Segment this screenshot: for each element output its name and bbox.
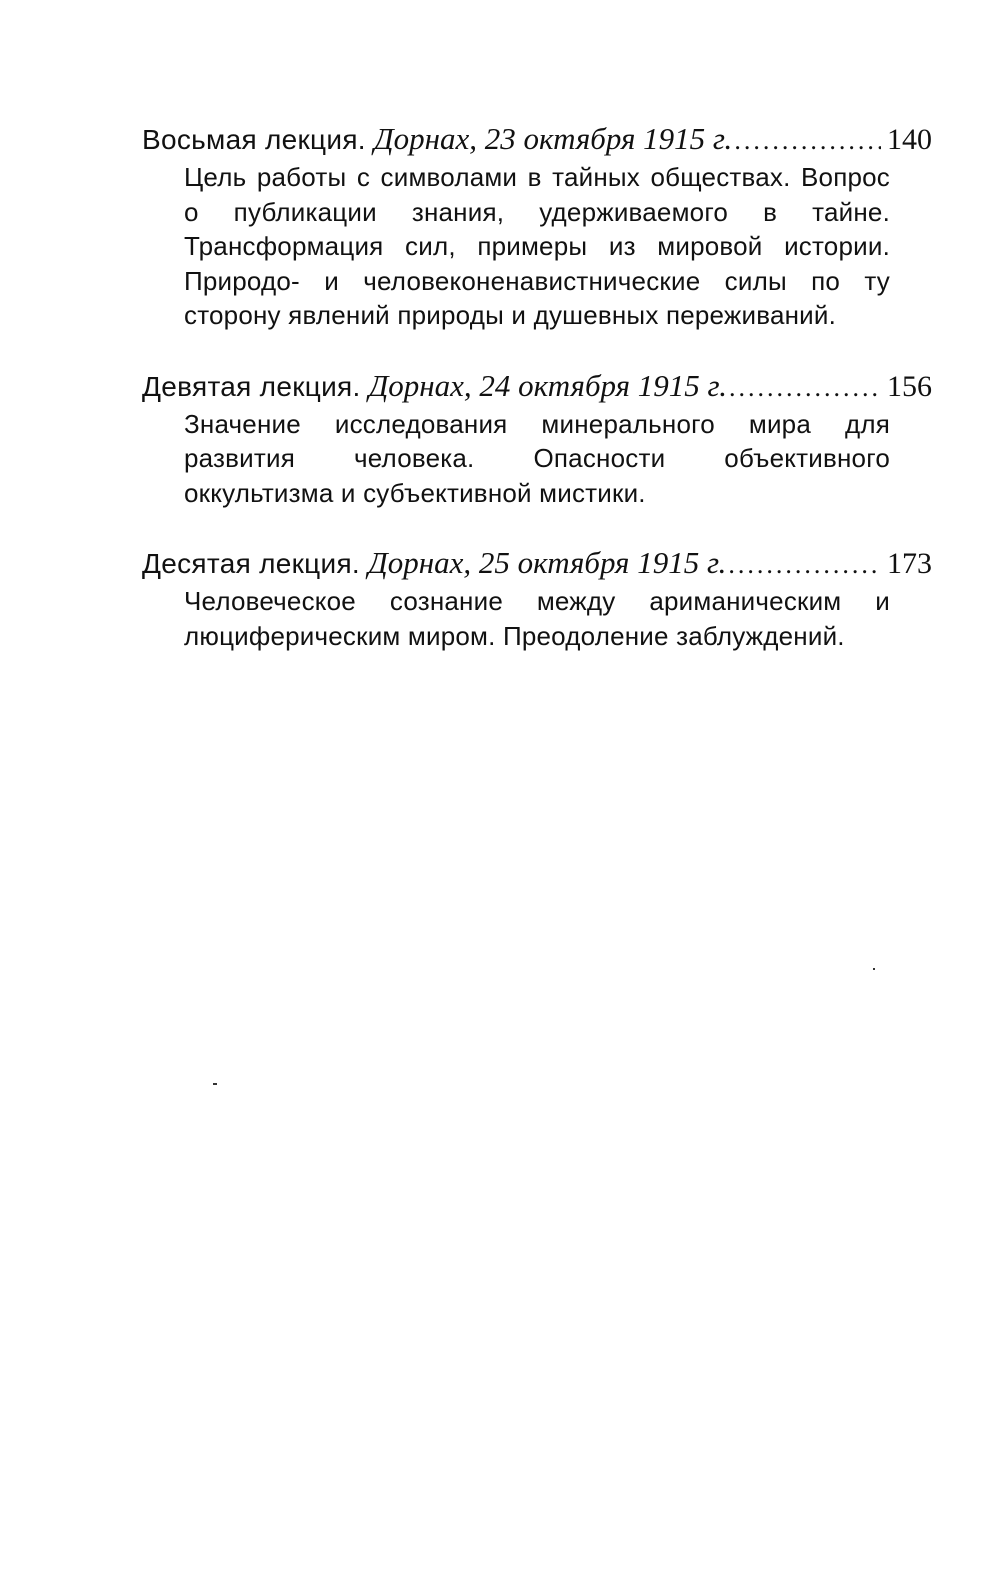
toc-entry-heading — [142, 120, 932, 160]
lecture-summary: Цель работы с символами в тайных обществах. Вопрос о публикации знания, удерживаемого в тайне. Трансформация сил, примеры из мировой истории. Природо- и человеконенавистнические силы по ту сторону явлений природы и душевных переживаний. — [184, 162, 890, 330]
toc-entry-lecture-8 — [142, 120, 932, 333]
lecture-summary: Значение исследования минерального мира для развития человека. Опасности объективного оккультизма и субъективной мистики. — [184, 408, 890, 508]
page-number: 173 — [887, 547, 932, 580]
page-number: 140 — [887, 123, 932, 156]
toc-entry-heading — [142, 544, 932, 584]
lecture-summary: Человеческое сознание между ариманическим и люциферическим миром. Преодоление заблуждений. — [184, 586, 890, 651]
lecture-title: Девятая лекция. — [142, 370, 361, 402]
scan-speck — [873, 968, 875, 970]
lecture-place-date: Дорнах, 23 октября 1915 г. — [373, 121, 733, 156]
table-of-contents — [142, 120, 932, 687]
lecture-title: Десятая лекция. — [142, 548, 360, 579]
toc-entry-lecture-9 — [142, 367, 932, 511]
toc-entry-heading — [142, 367, 932, 407]
toc-entry-lecture-10 — [142, 544, 932, 653]
lecture-place-date: Дорнах, 25 октября 1915 г. — [368, 545, 727, 580]
dot-leader — [728, 546, 881, 584]
lecture-title: Восьмая лекция. — [142, 124, 366, 155]
scan-speck — [213, 1083, 217, 1085]
page-number: 156 — [887, 369, 932, 403]
lecture-place-date: Дорнах, 24 октября 1915 г. — [368, 367, 727, 403]
dot-leader — [729, 369, 881, 407]
dot-leader — [734, 122, 881, 160]
